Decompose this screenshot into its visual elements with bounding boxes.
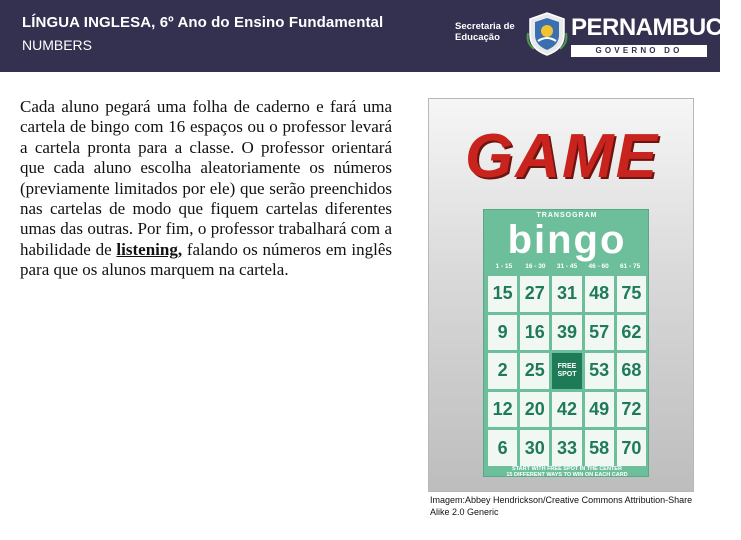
bingo-cell: 49 [585,392,614,428]
bingo-cell: 75 [617,276,646,312]
brand-name: PERNAMBUCO [571,14,741,41]
bingo-cell: 33 [552,430,581,466]
card-footer-line-1: START WITH FREE SPOT IN THE CENTER [512,466,622,472]
bingo-cell: 16 [520,315,549,351]
instructions-text-1: Cada aluno pegará uma folha de caderno e fará uma cartela de bingo com 16 espaços ou o professor levará a cartela pronta para a classe. O professor orientará que cada aluno escolha aleatoriamente os números (previamente limitados por ele) que serão preenchidos nas cartelas de modo que fiquem cartelas diferentes umas das outras. Por fim, o professor trabalhará com a habilidade de [20,97,392,259]
bingo-cell: 68 [617,353,646,389]
range-label: 1 - 15 [495,263,513,270]
bingo-card [483,209,649,477]
range-label: 31 - 45 [556,263,578,270]
bingo-cell: 20 [520,392,549,428]
state-seal-icon [526,11,568,57]
range-label: 46 - 60 [588,263,609,270]
bingo-cell: 27 [520,276,549,312]
card-brand: bingo [507,218,627,262]
slide-subtitle: NUMBERS [22,37,93,53]
game-heading: GAME [465,122,659,191]
bingo-cell: 9 [488,315,517,351]
bingo-image [428,98,694,492]
bingo-cell: 53 [585,353,614,389]
range-row [488,263,646,273]
card-header: TRANSOGRAM [536,212,598,219]
secretaria-label [455,21,525,43]
bingo-cell: 2 [488,353,517,389]
bingo-cell: 70 [617,430,646,466]
instructions-text-2: falando os números em inglês para que os alunos marquem na cartela. [20,239,392,280]
card-footer [484,466,650,478]
listening-keyword: listening, [116,239,183,259]
secretaria-line-1: Secretaria de [455,21,515,32]
brand-subtitle: GOVERNO DO ESTADO [571,45,707,57]
range-label: 61 - 75 [620,263,641,270]
bingo-cell: 30 [520,430,549,466]
bingo-cell: 6 [488,430,517,466]
bingo-cell: 72 [617,392,646,428]
bingo-cell: 12 [488,392,517,428]
bingo-grid [488,276,646,466]
slide-title: LÍNGUA INGLESA, 6º Ano do Ensino Fundamental [22,14,384,31]
bingo-cell: 62 [617,315,646,351]
bingo-cell: 42 [552,392,581,428]
bingo-cell: 25 [520,353,549,389]
free-spot-cell: FREE SPOT [552,353,581,389]
header-bar [0,0,741,72]
bingo-cell: 57 [585,315,614,351]
image-credit: Imagem:Abbey Hendrickson/Creative Commons Attribution-Share Alike 2.0 Generic [430,495,693,517]
card-footer-line-2: 15 DIFFERENT WAYS TO WIN ON EACH CARD [506,472,628,478]
bingo-cell: 48 [585,276,614,312]
bingo-cell: 15 [488,276,517,312]
bingo-cell: 58 [585,430,614,466]
bingo-cell: 31 [552,276,581,312]
secretaria-line-2: Educação [455,32,500,43]
range-label: 16 - 30 [525,263,546,270]
bingo-cell: 39 [552,315,581,351]
instructions-paragraph [20,97,392,281]
